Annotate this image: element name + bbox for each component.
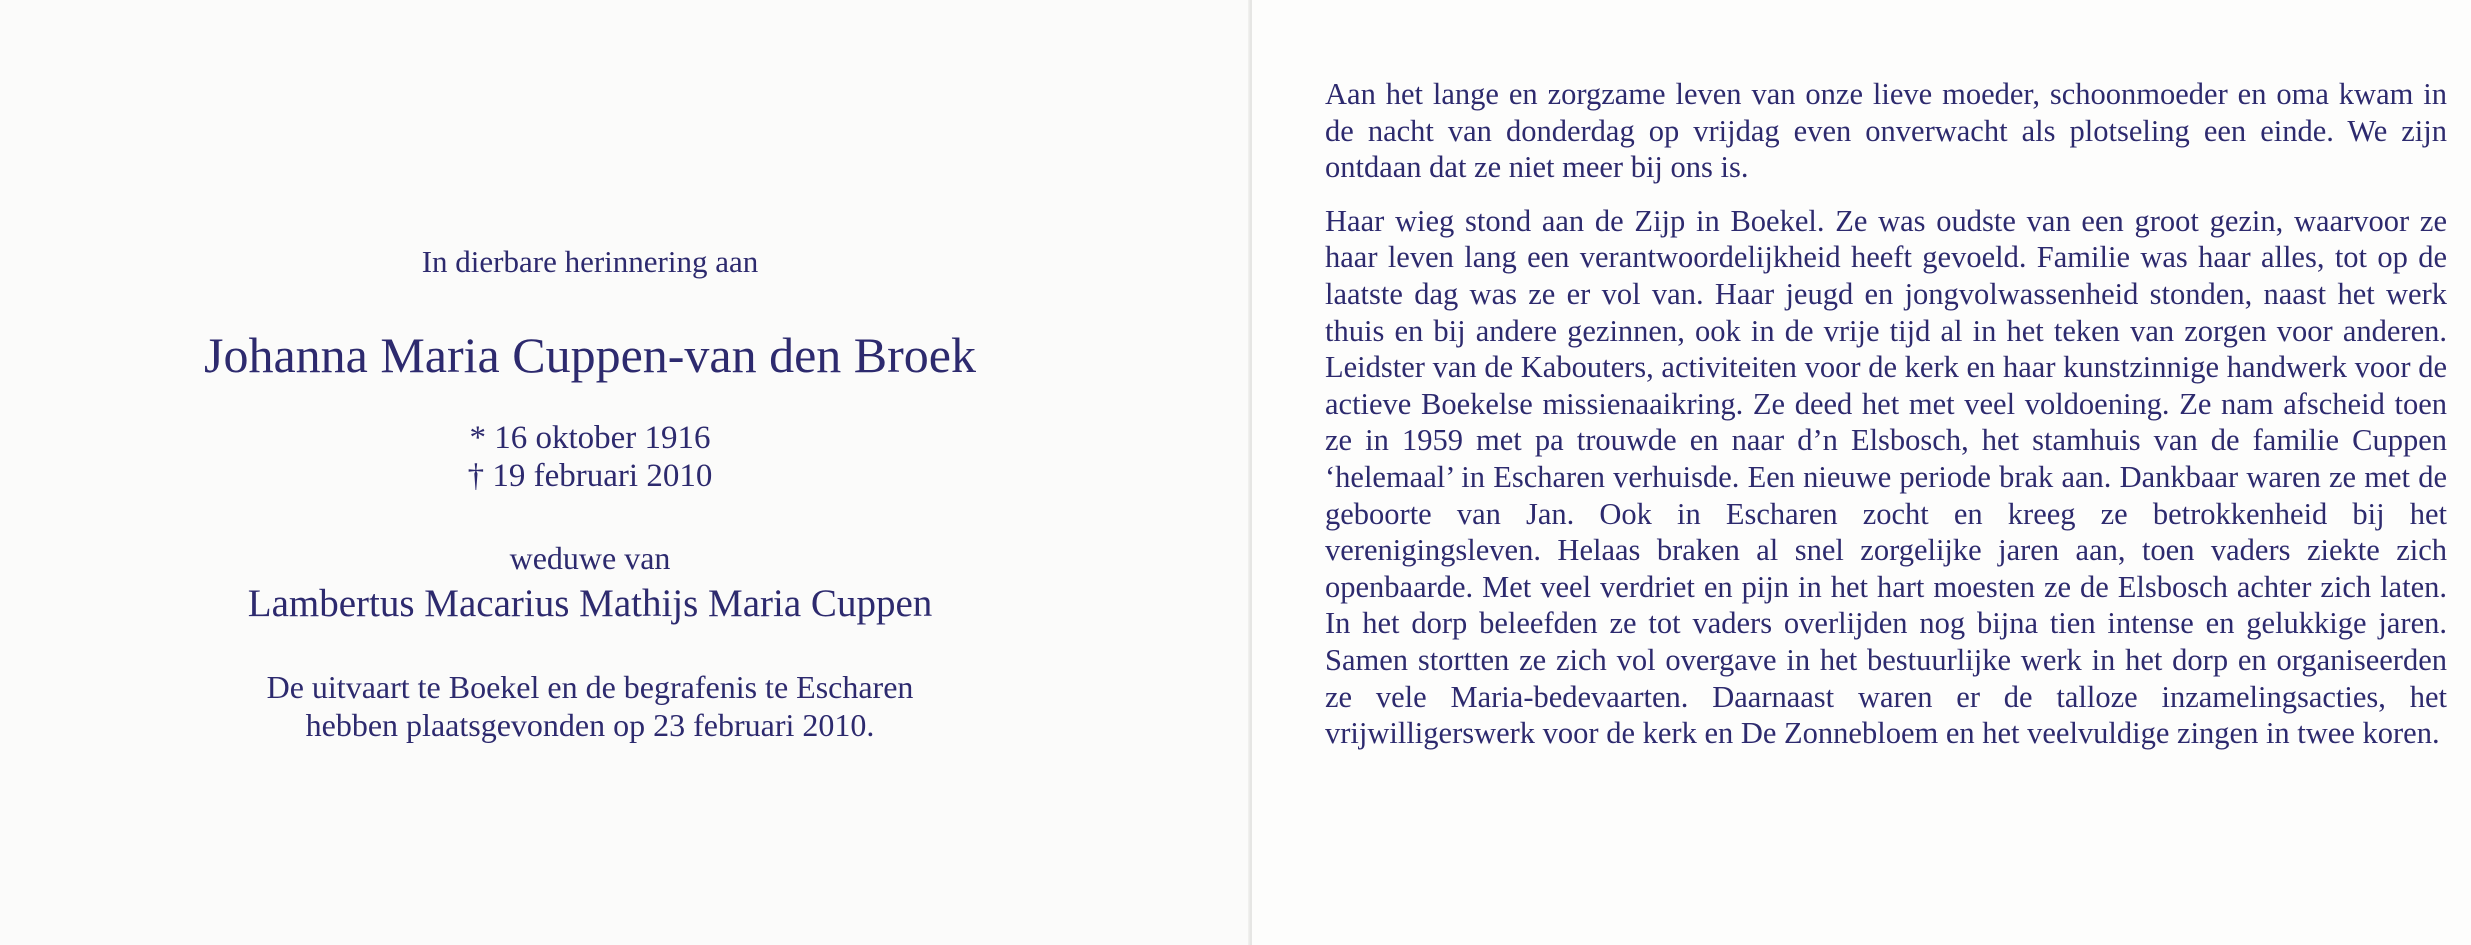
- intro-text: In dierbare herinnering aan: [421, 244, 759, 279]
- funeral-line-1: De uitvaart te Boekel en de begrafenis te Escharen: [266, 669, 914, 705]
- birth-date: * 16 oktober 1916: [469, 420, 711, 456]
- biography-text: [1325, 76, 2447, 752]
- widow-label: weduwe van: [509, 540, 671, 576]
- funeral-line-2: hebben plaatsgevonden op 23 februari 2010.: [305, 707, 875, 743]
- deceased-name: Johanna Maria Cuppen-van den Broek: [204, 327, 976, 383]
- spouse-name: Lambertus Macarius Mathijs Maria Cuppen: [247, 582, 933, 625]
- biography-paragraph-2: Haar wieg stond aan de Zijp in Boekel. Ze was oudste van een groot gezin, waarvoor ze haar leven lang een verantwoordelijkheid heeft gevoeld. Familie was haar alles, tot op de laatste dag was ze er vol van. Haar jeugd en jongvolwassenheid stonden, naast het werk thuis en bij andere gezinnen, ook in de vrije tijd al in het teken van zorgen voor anderen. Leidster van de Kabouters, activiteiten voor de kerk en haar kunstzinnige handwerk voor de actieve Boekelse missienaaikring. Ze deed het met veel voldoening. Ze nam afscheid toen ze in 1959 met pa trouwde en naar d’n Elsbosch, het stamhuis van de familie Cuppen ‘helemaal’ in Escharen verhuisde. Een nieuwe periode brak aan. Dankbaar waren ze met de geboorte van Jan. Ook in Escharen zocht en kreeg ze betrokkenheid bij het verenigingsleven. Helaas braken al snel zorgelijke jaren aan, toen vaders ziekte zich openbaarde. Met veel verdriet en pijn in het hart moesten ze de Elsbosch achter zich laten. In het dorp beleefden ze tot vaders overlijden nog bijna tien intense en gelukkige jaren. Samen stortten ze zich vol overgave in het bestuurlijke werk in het dorp en organiseerden ze vele Maria-bedevaarten. Daarnaast waren er de talloze inzamelingsacties, het vrijwilligerswerk voor de kerk en De Zonnebloem en het veelvuldige zingen in twee koren.: [1325, 203, 2447, 751]
- biography-paragraph-1: Aan het lange en zorgzame leven van onze lieve moeder, schoonmoeder en oma kwam in de nacht van donderdag op vrijdag even onverwacht als plotseling een einde. We zijn ontdaan dat ze niet meer bij ons is.: [1325, 77, 2447, 185]
- death-date: † 19 februari 2010: [467, 458, 713, 494]
